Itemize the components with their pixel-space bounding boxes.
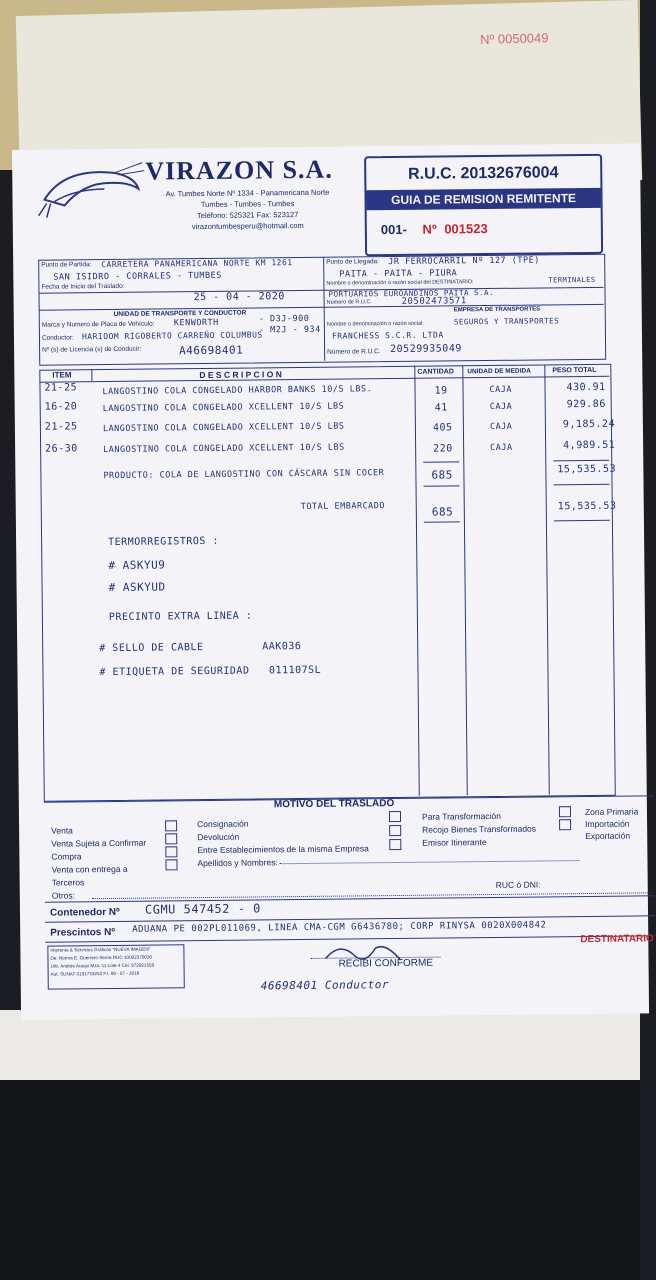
carbon-number: Nº 0050049	[479, 30, 549, 48]
checkbox-compra[interactable]	[165, 846, 177, 857]
printer-line: Imprenta & Servicios Gráficos "NUEVA IMAGEN"	[50, 946, 151, 953]
col-unit-header: UNIDAD DE MEDIDA	[467, 367, 531, 376]
printer-line: Urb. Andrés Araujo Mza. 11 Lote 4 Cel. 972921559	[50, 962, 155, 969]
licencia-label: Nº (s) de Licencia (s) de Conducir:	[42, 345, 142, 354]
motivo-recojo: Recojo Bienes Transformados	[422, 823, 537, 835]
row-4-desc: LANGOSTINO COLA CONGELADO XCELLENT 10/S LBS	[103, 442, 345, 456]
total-weight: 15,535.53	[557, 500, 617, 513]
paper-lower-margin	[0, 1010, 640, 1080]
row-1-weight: 430.91	[566, 381, 606, 394]
contenedor-value: CGMU 547452 - 0	[144, 901, 261, 917]
placa-2: - M2J - 934	[258, 324, 321, 336]
motivo-terceros: Terceros	[51, 877, 85, 888]
company-name: VIRAZON S.A.	[145, 154, 333, 186]
note-6: # ETIQUETA DE SEGURIDAD 011107SL	[99, 664, 322, 679]
ruc-number: R.U.C. 20132676004	[408, 164, 559, 183]
company-city-line: Tumbes - Tumbes - Tumbes	[200, 199, 295, 210]
handwritten-signature: 46698401 Conductor	[260, 978, 390, 993]
shrimp-logo-icon	[34, 159, 145, 220]
partida-label: Punto de Partida:	[41, 261, 92, 269]
doc-number: 001523	[444, 221, 488, 237]
note-5: # SELLO DE CABLE AAK036	[99, 640, 302, 655]
note-4: PRECINTO EXTRA LINEA :	[108, 610, 253, 624]
ruc-value: 20502473571	[401, 296, 467, 307]
empresa-name-label: Nombre o denominación o razón social:	[326, 320, 424, 328]
fecha-value: 25 - 04 - 2020	[193, 291, 285, 304]
motivo-col4	[585, 805, 639, 842]
company-address-line: Av. Tumbes Norte Nº 1334 - Panamericana Norte	[165, 187, 330, 199]
row-3-unit: CAJA	[489, 421, 513, 433]
motivo-devolucion: Devolución	[197, 831, 240, 843]
note-1: TERMORREGISTROS :	[108, 535, 220, 549]
recibi-conforme: RECIBI CONFORME	[338, 957, 434, 970]
ruc-label: Número de R.U.C.	[326, 299, 372, 306]
motivo-consignacion: Consignación	[197, 818, 249, 830]
remission-guide-document	[12, 143, 654, 1020]
row-3-weight: 9,185.24	[562, 418, 616, 431]
note-2: # ASKYU9	[108, 558, 166, 573]
motivo-title: MOTIVO DEL TRASLADO	[273, 798, 395, 811]
checkbox-para-transformacion[interactable]	[389, 811, 401, 822]
partida-value: CARRETERA PANAMERICANA NORTE KM 1261	[101, 258, 293, 270]
printer-info	[50, 946, 154, 979]
placa-1: - D3J-900	[258, 313, 310, 325]
empresa-label: EMPRESA DE TRANSPORTES	[453, 306, 541, 314]
printer-line: De: Norma E. Guerrero Serna RUC 10002370030	[50, 954, 153, 961]
col-desc-header: D E S C R I P C I O N	[199, 369, 282, 381]
doc-type-banner: GUIA DE REMISION REMITENTE	[366, 188, 600, 210]
emp-ruc-value: 20529935049	[390, 343, 462, 356]
product-qty: 685	[431, 468, 453, 482]
checkbox-importacion[interactable]	[559, 819, 571, 830]
row-3-desc: LANGOSTINO COLA CONGELADO XCELLENT 10/S LBS	[102, 421, 345, 435]
marca-value: KENWORTH	[173, 317, 219, 329]
checkbox-emisor[interactable]	[389, 839, 401, 850]
motivo-col1	[51, 824, 147, 903]
emp-ruc-label: Número de R.U.C.	[327, 348, 381, 356]
destinatario-label: Nombre o denominación o razón social del DESTINATARIO:	[326, 279, 474, 287]
row-1-item: 21-25	[44, 382, 78, 394]
destinatario-value: TERMINALES	[548, 275, 596, 285]
row-4-unit: CAJA	[490, 442, 513, 454]
checkbox-venta-sujeta[interactable]	[165, 833, 177, 844]
ruc-dni-label: RUC ó DNI:	[495, 879, 541, 890]
number-prefix: Nº	[422, 221, 437, 237]
row-1-unit: CAJA	[489, 384, 513, 396]
row-2-desc: LANGOSTINO COLA CONGELADO XCELLENT 10/S LBS	[102, 401, 345, 415]
motivo-col3	[422, 810, 536, 850]
product-line: PRODUCTO: COLA DE LANGOSTINO CON CÁSCARA SIN COCER	[103, 468, 385, 482]
motivo-importacion: Importación	[585, 818, 630, 830]
fecha-label: Fecha de Inicio del Traslado:	[41, 282, 125, 291]
llegada-value: JR FERROCARRIL Nº 127 (TPE)	[388, 255, 540, 268]
motivo-exportacion: Exportación	[585, 830, 631, 842]
motivo-entre-establecimientos: Entre Establecimientos de la misma Empresa	[197, 843, 369, 856]
floor-shadow	[0, 1080, 640, 1280]
unidad-label: UNIDAD DE TRANSPORTE Y CONDUCTOR	[113, 309, 247, 318]
conductor-value: HARIOOM RIGOBERTO CARREÑO COLUMBUS	[81, 330, 263, 342]
llegada-label: Punto de Llegada:	[326, 258, 380, 266]
destinatario-value-2: PORTUARIOS EUROANDINOS PAITA S.A.	[328, 287, 495, 299]
ruc-box	[364, 154, 603, 256]
motivo-venta: Venta	[51, 825, 73, 836]
motivo-para-transformacion: Para Transformación	[421, 810, 501, 822]
col-item-header: ITEM	[52, 370, 72, 380]
row-1-qty: 19	[434, 385, 448, 397]
row-2-item: 16-20	[44, 401, 78, 413]
motivo-apellidos: Apellidos y Nombres:	[197, 857, 278, 869]
precintos-label: Prescintos Nº	[50, 926, 116, 939]
col-line	[91, 369, 92, 381]
company-phone: Teléfono: 525321 Fax: 523127	[196, 210, 299, 221]
row-4-qty: 220	[433, 443, 453, 455]
llegada-value-2: PAITA - PAITA - PIURA	[339, 268, 458, 280]
row-4-weight: 4,989.51	[563, 439, 616, 452]
motivo-venta-entrega: Venta con entrega a	[51, 863, 128, 875]
product-weight: 15,535.53	[557, 463, 617, 476]
contenedor-label: Contenedor Nº	[49, 906, 120, 919]
row-2-weight: 929.86	[566, 398, 606, 411]
conductor-label: Conductor:	[41, 334, 74, 342]
empresa-name-value: SEGUROS Y TRANSPORTES	[453, 316, 560, 327]
destinatario-copy-label: DESTINATARIO	[580, 933, 654, 946]
motivo-venta-sujeta: Venta Sujeta a Confirmar	[51, 837, 147, 849]
checkbox-recojo[interactable]	[389, 825, 401, 836]
precintos-value: ADUANA PE 002PL011069, LINEA CMA-CGM G6436780; CORP RINYSA 0020X004842	[132, 920, 547, 935]
motivo-emisor: Emisor Itinerante	[422, 837, 487, 848]
motivo-compra: Compra	[51, 851, 82, 862]
marca-label: Marca y Numero de Placa de Vehículo:	[41, 320, 155, 329]
total-label: TOTAL EMBARCADO	[300, 501, 386, 512]
motivo-otros: Otros:	[51, 890, 76, 901]
note-3: # ASKYUD	[108, 580, 166, 595]
row-2-unit: CAJA	[489, 401, 513, 413]
checkbox-venta[interactable]	[165, 820, 177, 831]
checkbox-zona-primaria[interactable]	[559, 806, 571, 817]
company-email: virazontumbesperu@hotmail.com	[191, 220, 304, 232]
series: 001-	[380, 221, 407, 238]
row-4-item: 26-30	[45, 443, 78, 455]
motivo-zona-primaria: Zona Primaria	[584, 806, 639, 818]
row-3-qty: 405	[432, 422, 453, 434]
col-qty-header: CANTIDAD	[417, 368, 454, 376]
total-qty: 685	[431, 505, 454, 519]
company-contact	[142, 186, 352, 232]
empresa-name-value-2: FRANCHESS S.C.R. LTDA	[331, 330, 444, 341]
row-1-desc: LANGOSTINO COLA CONGELADO HARBOR BANKS 10/S LBS.	[102, 384, 373, 398]
row-2-qty: 41	[434, 402, 448, 414]
licencia-value: A46698401	[179, 343, 244, 358]
printer-line: Aut. SUNAT 0191733253 F.I. 09 - 07 - 2018	[50, 970, 140, 977]
row-3-item: 21-25	[44, 421, 78, 433]
partida-value-2: SAN ISIDRO - CORRALES - TUMBES	[53, 270, 222, 283]
col-weight-header: PESO TOTAL	[552, 366, 597, 375]
checkbox-venta-entrega[interactable]	[165, 859, 177, 870]
